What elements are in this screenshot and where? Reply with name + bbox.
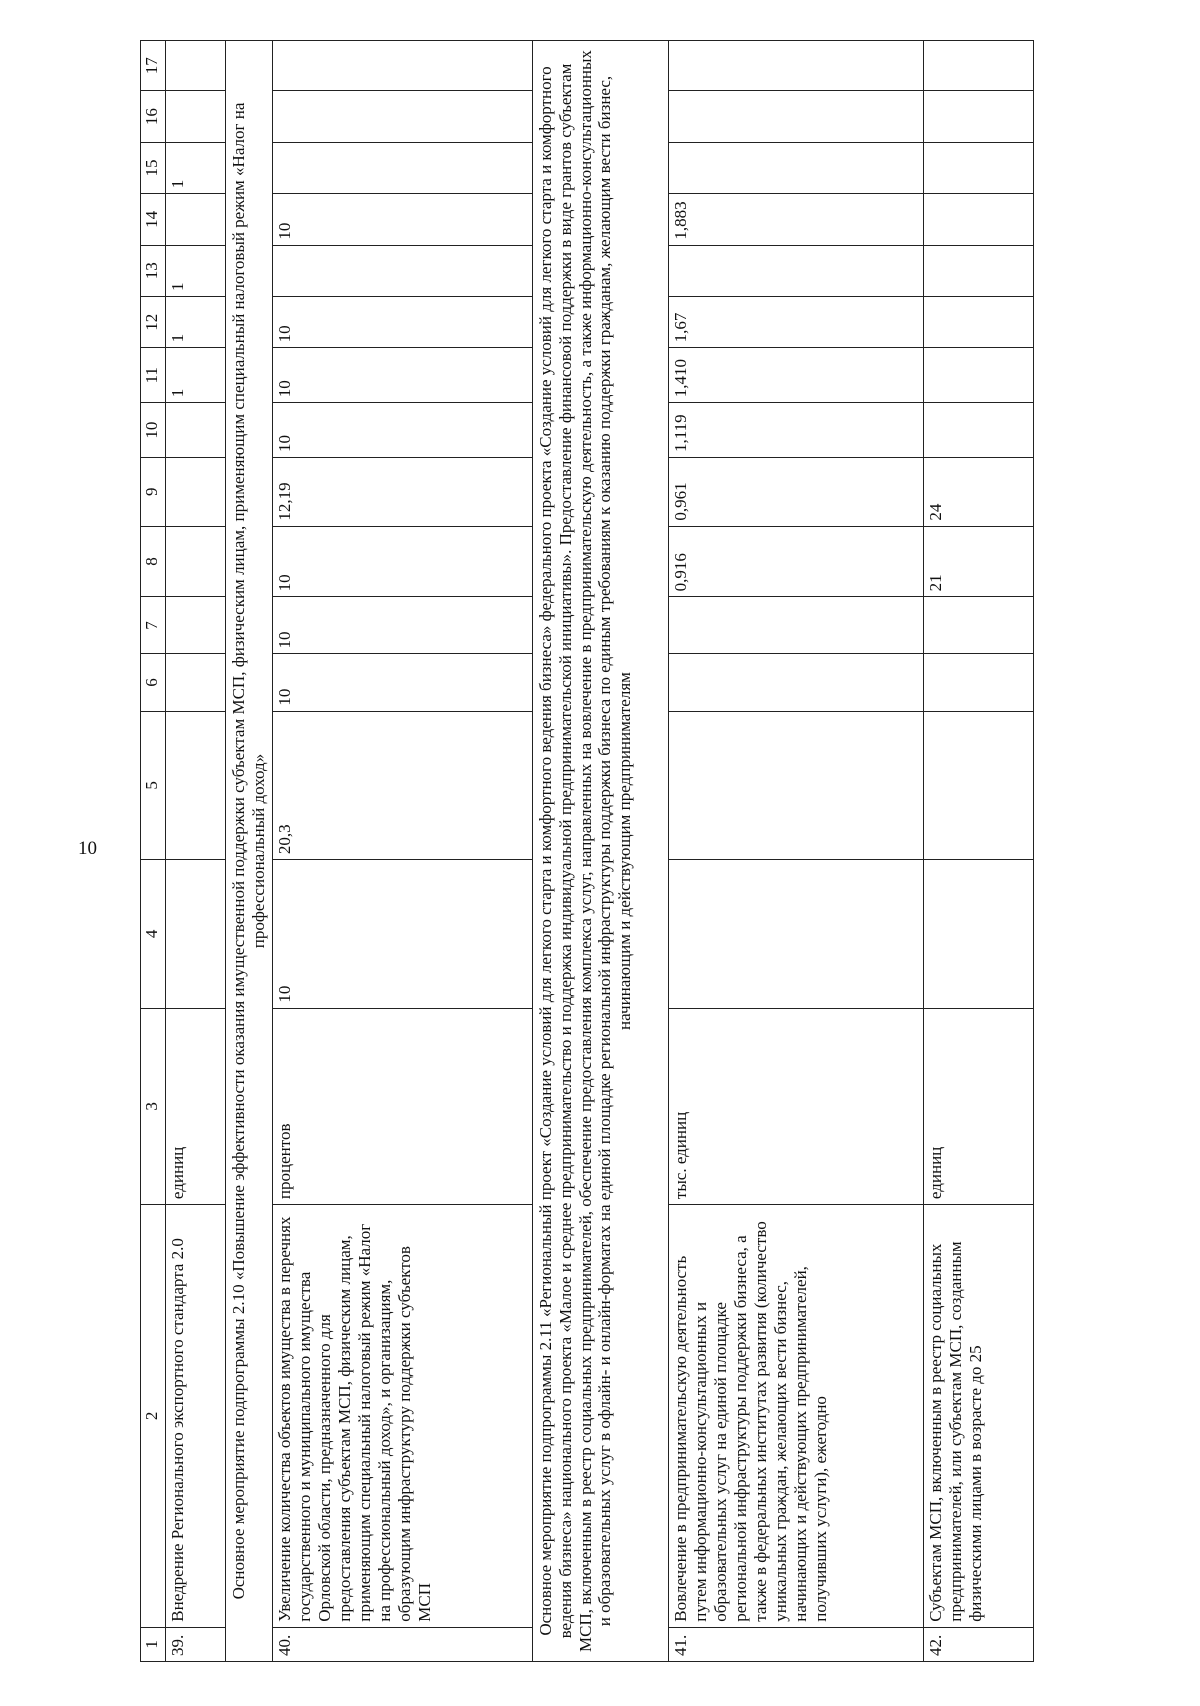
table-row [923,41,1033,1662]
value-cell: 1,119 [668,403,923,458]
value-cell [668,91,923,142]
header-cell: 6 [141,654,166,711]
header-cell: 1 [141,1627,166,1661]
value-cell [923,296,1033,347]
value-cell [272,142,532,193]
header-cell: 10 [141,403,166,458]
header-cell: 17 [141,41,166,91]
row-number: 42. [923,1627,1033,1661]
value-cell [923,245,1033,296]
indicator-name: Вовлечение в предпринимательскую деятельность путем информационно-консультационных и образовательных услуг на единой площадке региональной инфраструктуры поддержки бизнеса, а также в федеральных институтах развития (количество уникальных граждан, желающих вести бизнес, начинающих и действующих предпринимателей, получивших услуги), ежегодно [668,1205,923,1628]
value-cell [166,711,226,860]
value-cell: 10 [272,194,532,245]
unit-cell: процентов [272,1008,532,1204]
value-cell: 0,961 [668,458,923,527]
value-cell: 1,883 [668,194,923,245]
value-cell: 0,916 [668,526,923,597]
value-cell [668,142,923,193]
header-cell: 9 [141,458,166,527]
value-cell [923,711,1033,860]
value-cell: 10 [272,654,532,711]
section-row [226,41,273,1662]
rotated-table-page [140,40,1180,1662]
value-cell: 10 [272,597,532,654]
header-cell: 2 [141,1205,166,1628]
value-cell: 1,67 [668,296,923,347]
table-row [668,41,923,1662]
header-row [141,41,166,1662]
header-cell: 12 [141,296,166,347]
value-cell: 1 [166,348,226,403]
header-cell: 4 [141,860,166,1009]
value-cell [923,91,1033,142]
indicators-table [140,40,1034,1662]
row-number: 39. [166,1627,226,1661]
value-cell: 10 [272,348,532,403]
header-cell: 15 [141,142,166,193]
value-cell [923,348,1033,403]
value-cell: 10 [272,526,532,597]
indicator-name: Внедрение Регионального экспортного стандарта 2.0 [166,1205,226,1628]
value-cell [668,245,923,296]
value-cell [923,597,1033,654]
value-cell [923,142,1033,193]
value-cell [272,245,532,296]
value-cell: 1,410 [668,348,923,403]
header-cell: 11 [141,348,166,403]
value-cell: 10 [272,296,532,347]
value-cell [272,91,532,142]
value-cell [668,41,923,91]
value-cell [166,458,226,527]
value-cell: 1 [166,296,226,347]
header-cell: 13 [141,245,166,296]
value-cell: 1 [166,142,226,193]
value-cell [923,403,1033,458]
section-heading: Основное мероприятие подпрограммы 2.11 «Региональный проект «Создание условий для легкого старта и комфортного ведения бизнеса» федерального проекта «Создание условий для легкого старта и комфортного ведения бизнеса» национального проекта «Малое и среднее предпринимательство и поддержка индивидуальной предпринимательской инициативы». Предоставление финансовой поддержки в виде грантов субъектам МСП, включенным в реестр социальных предпринимателей, обеспечение предоставления комплекса услуг, направленных на вовлечение в предпринимательскую деятельность, а также информационно-консультационных и образовательных услуг в офлайн- и онлайн-форматах на единой площадке региональной инфраструктуры поддержки бизнеса по единым требованиям к оказанию поддержки гражданам, желающим вести бизнес, начинающим и действующим предпринимателям [532,41,668,1662]
value-cell [166,194,226,245]
value-cell [668,654,923,711]
value-cell: 24 [923,458,1033,527]
value-cell [923,41,1033,91]
unit-cell: единиц [166,1008,226,1204]
value-cell [923,860,1033,1009]
row-number: 41. [668,1627,923,1661]
header-cell: 7 [141,597,166,654]
value-cell [166,403,226,458]
value-cell [668,711,923,860]
unit-cell: тыс. единиц [668,1008,923,1204]
value-cell: 20,3 [272,711,532,860]
value-cell [668,597,923,654]
header-cell: 16 [141,91,166,142]
section-row [532,41,668,1662]
table-row [166,41,226,1662]
header-cell: 5 [141,711,166,860]
value-cell [166,41,226,91]
value-cell [166,654,226,711]
page-number: 10 [78,838,97,859]
header-cell: 14 [141,194,166,245]
indicator-name: Увеличение количества объектов имущества в перечнях государственного и муниципального имущества Орловской области, предназначенного для предоставления субъектам МСП, физическим лицам, применяющим специальный налоговый режим «Налог на профессиональный доход», и организациям, образующим инфраструктуру поддержки субъектов МСП [272,1205,532,1628]
value-cell: 21 [923,526,1033,597]
row-number: 40. [272,1627,532,1661]
value-cell: 10 [272,860,532,1009]
value-cell [272,41,532,91]
unit-cell: единиц [923,1008,1033,1204]
section-heading: Основное мероприятие подпрограммы 2.10 «Повышение эффективности оказания имущественной поддержки субъектам МСП, физическим лицам, применяющим специальный налоговый режим «Налог на профессиональный доход» [226,41,273,1662]
indicator-name: Субъектам МСП, включенным в реестр социальных предпринимателей, или субъектам МСП, созданным физическими лицами в возрасте до 25 [923,1205,1033,1628]
value-cell [668,860,923,1009]
value-cell [923,194,1033,245]
header-cell: 3 [141,1008,166,1204]
table-row [272,41,532,1662]
value-cell: 1 [166,245,226,296]
header-cell: 8 [141,526,166,597]
value-cell: 10 [272,403,532,458]
value-cell [166,526,226,597]
value-cell [166,860,226,1009]
value-cell [166,91,226,142]
value-cell [166,597,226,654]
value-cell: 12,19 [272,458,532,527]
value-cell [923,654,1033,711]
